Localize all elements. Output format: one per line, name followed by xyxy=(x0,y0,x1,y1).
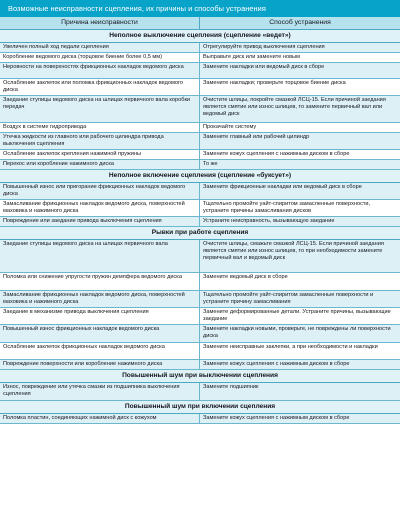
remedy-cell: Замените кожух сцепления с нажимным диском в сборе xyxy=(203,415,350,421)
cause-cell: Воздух в системе гидропривода xyxy=(0,123,200,132)
table-row xyxy=(0,160,400,170)
cause-cell: Повышенный износ фрикционных накладок ведомого диска xyxy=(0,325,200,342)
remedy-cell: Замените накладки; проверьте торцовое биение диска xyxy=(203,80,346,86)
cause-cell: Увеличен полный ход педали сцепления xyxy=(0,43,200,52)
remedy-cell: То же xyxy=(203,161,218,167)
cause-cell: Износ, повреждение или утечка смазки из подшипника выключения сцепления xyxy=(0,383,200,400)
cause-cell: Заедание в механизме привода выключения сцепления xyxy=(0,308,200,324)
table-row xyxy=(0,414,400,424)
cause-cell: Ослабление заклепок или поломка фрикционных накладок ведомого диска xyxy=(0,79,200,95)
cause-cell: Ослабление заклепок крепления нажимной пружины xyxy=(0,150,200,159)
cause-cell: Заедание ступицы ведомого диска на шлицах первичного вала коробки передач xyxy=(0,96,200,122)
page-title: Возможные неисправности сцепления, их причины и способы устранения xyxy=(0,0,400,17)
cause-cell: Поломка или снижение упругости пружин демпфера ведомого диска xyxy=(0,273,200,290)
remedy-cell: Очистите шлицы, покройте смазкой ЛСЦ-15. Если причиной заедания является смятие или износ шлицев, то замените первичный вал или ведомый диск xyxy=(203,97,386,118)
remedy-cell: Устраните неисправность, вызывающую заедание xyxy=(203,218,335,224)
table-row xyxy=(0,308,400,325)
table-row xyxy=(0,200,400,217)
cause-cell: Замасливание фрикционных накладок ведомого диска, поверхностей маховика и нажимного диска xyxy=(0,291,200,307)
section-title: Повышенный шум при выключении сцепления xyxy=(0,370,400,383)
table-row xyxy=(0,240,400,273)
remedy-cell: Очистите шлицы, смажьте смазкой ЛСЦ-15. Если причиной заедания является смятие или износ шлицев, то при необходимости замените первичный вал и ведомый диск xyxy=(203,241,384,262)
cause-cell: Повреждение или заедание привода выключения сцепления xyxy=(0,217,200,226)
cause-cell: Замасливание фрикционных накладок ведомого диска, поверхностей маховика и нажимного диска xyxy=(0,200,200,216)
table-row xyxy=(0,133,400,150)
remedy-cell: Выправьте диск или замените новым xyxy=(203,54,300,60)
table-row xyxy=(0,79,400,96)
remedy-cell: Замените фрикционные накладки или ведомый диск в сборе xyxy=(203,184,362,190)
column-header-cause: Причина неисправности xyxy=(0,17,200,29)
table-header xyxy=(0,17,400,30)
cause-cell: Заедание ступицы ведомого диска на шлицах первичного вала xyxy=(0,240,200,272)
remedy-cell: Замените ведомый диск в сборе xyxy=(203,274,288,280)
section-title: Рывки при работе сцепления xyxy=(0,227,400,240)
column-header-remedy: Способ устранения xyxy=(269,19,331,26)
section-title: Повышенный шум при включении сцепления xyxy=(0,401,400,414)
section-title: Неполное включение сцепления (сцепление «буксует») xyxy=(0,170,400,183)
table-row xyxy=(0,63,400,79)
table-row xyxy=(0,360,400,370)
table-row xyxy=(0,217,400,227)
cause-cell: Неровности на поверхностях фрикционных накладок ведомого диска xyxy=(0,63,200,78)
table-row xyxy=(0,291,400,308)
table-row xyxy=(0,96,400,123)
remedy-cell: Отрегулируйте привод выключения сцепления xyxy=(203,44,325,50)
table-row xyxy=(0,325,400,343)
remedy-cell: Тщательно промойте уайт-спиритом замасленные поверхности и устраните причину замасливания xyxy=(203,292,374,306)
faults-table xyxy=(0,30,400,424)
cause-cell: Утечка жидкости из главного или рабочего цилиндра привода выключения сцепления xyxy=(0,133,200,149)
table-row xyxy=(0,150,400,160)
remedy-cell: Замените кожух сцепления с нажимным диском в сборе xyxy=(203,361,350,367)
remedy-cell: Замените главный или рабочий цилиндр xyxy=(203,134,310,140)
table-row xyxy=(0,273,400,291)
cause-cell: Поломка пластин, соединяющих нажимной диск с кожухом xyxy=(0,414,200,423)
remedy-cell: Замените накладки или ведомый диск в сборе xyxy=(203,64,325,70)
remedy-cell: Прокачайте систему xyxy=(203,124,257,130)
cause-cell: Коробление ведомого диска (торцовое биение более 0,5 мм) xyxy=(0,53,200,62)
remedy-cell: Замените подшипник xyxy=(203,384,259,390)
remedy-cell: Замените неисправные заклепки, а при необходимости и накладки xyxy=(203,344,378,350)
table-row xyxy=(0,123,400,133)
table-row xyxy=(0,343,400,360)
cause-cell: Повышенный износ или пригорание фрикционных накладок ведомого диска xyxy=(0,183,200,199)
table-row xyxy=(0,183,400,200)
section-title: Неполное выключение сцепления (сцепление «ведет») xyxy=(0,30,400,43)
remedy-cell: Замените накладки новыми, проверьте, не повреждены ли поверхности диска xyxy=(203,326,391,340)
cause-cell: Перекос или коробление нажимного диска xyxy=(0,160,200,169)
remedy-cell: Тщательно промойте уайт-спиритом замасленные поверхности, устраните причины замасливания дисков xyxy=(203,201,371,215)
cause-cell: Повреждение поверхности или коробление нажимного диска xyxy=(0,360,200,369)
cause-cell: Ослабление заклепок фрикционных накладок ведомого диска xyxy=(0,343,200,359)
table-row xyxy=(0,53,400,63)
remedy-cell: Замените деформированные детали. Устраните причины, вызывающие заедание xyxy=(203,309,391,323)
table-row xyxy=(0,43,400,53)
remedy-cell: Замените кожух сцепления с нажимным диском в сборе xyxy=(203,151,350,157)
table-row xyxy=(0,383,400,401)
